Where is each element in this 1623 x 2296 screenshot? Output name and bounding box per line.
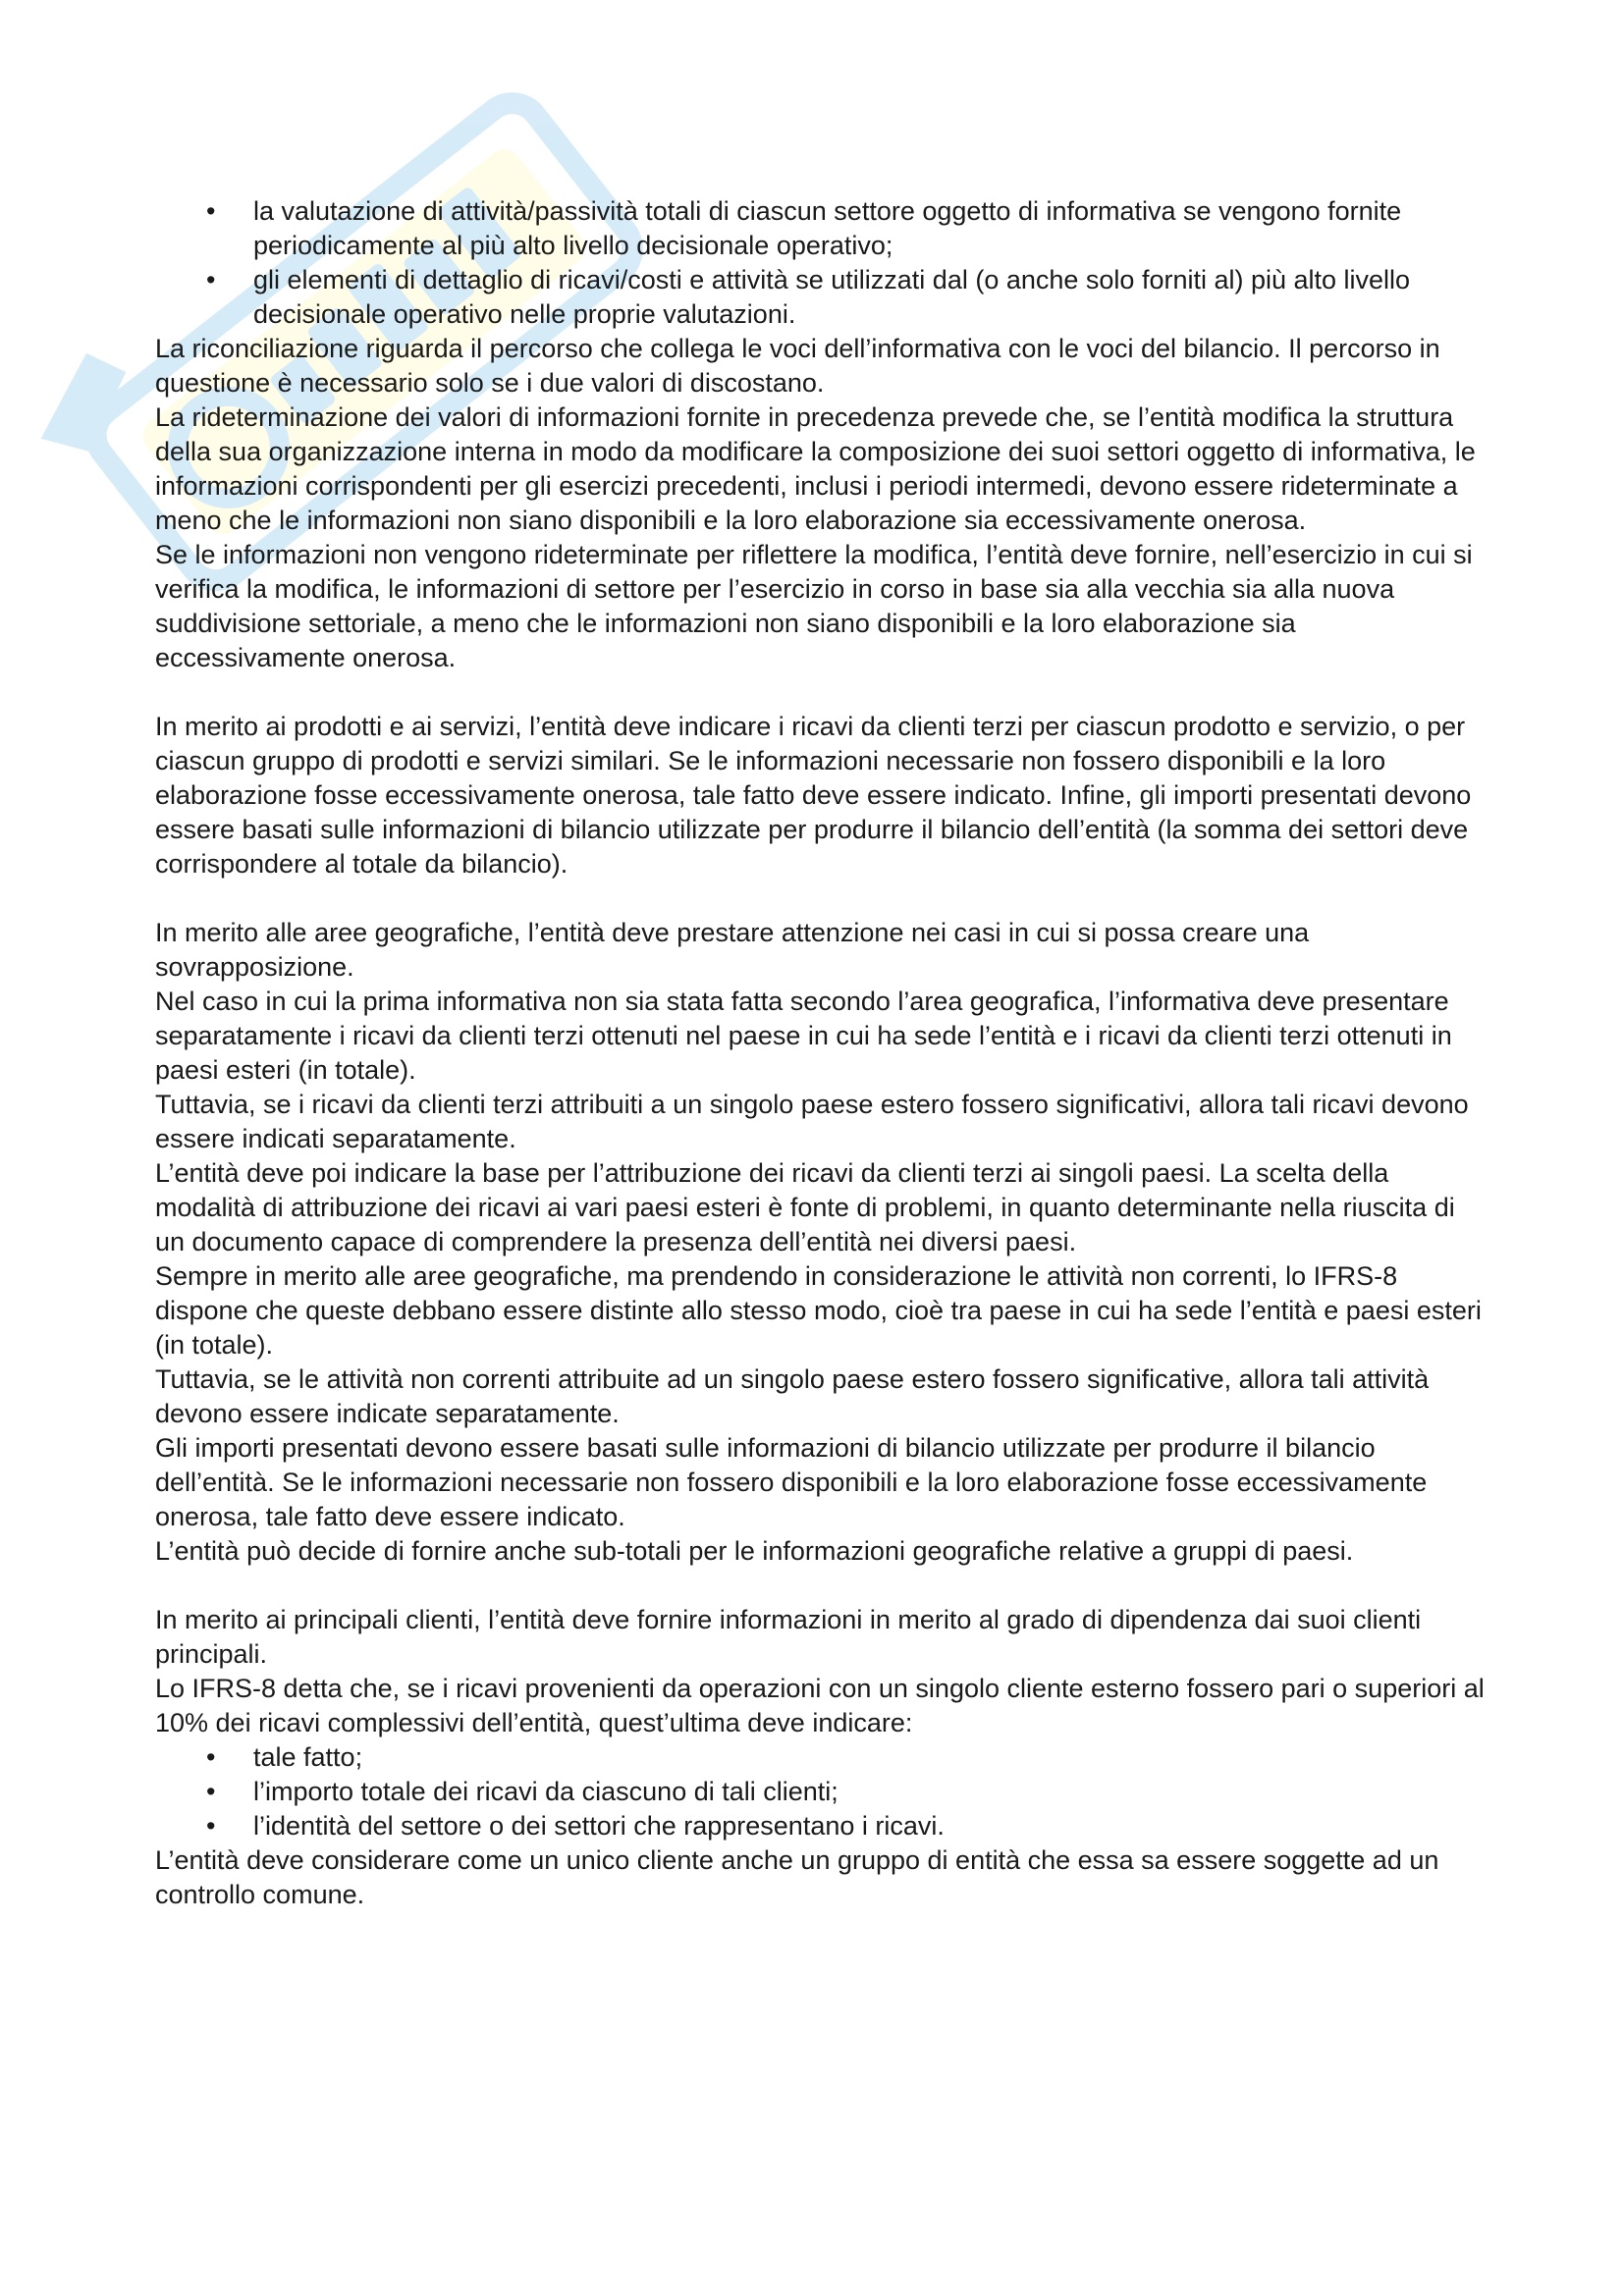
paragraph-spacer	[155, 675, 1490, 710]
paragraph: Lo IFRS-8 detta che, se i ricavi provenienti da operazioni con un singolo cliente esterno fossero pari o superiori al 10% dei ricavi complessivi dell’entità, quest’ultima deve indicare:	[155, 1674, 1485, 1737]
paragraph: La rideterminazione dei valori di informazioni fornite in precedenza prevede che, se l’entità modifica la struttura della sua organizzazione interna in modo da modificare la composizione dei suoi settori oggetto di informativa, le informazioni corrispondenti per gli esercizi precedenti, inclusi i periodi intermedi, devono essere rideterminate a meno che le informazioni non siano disponibili e la loro elaborazione sia eccessivamente onerosa.	[155, 402, 1476, 535]
paragraph: Se le informazioni non vengono rideterminate per riflettere la modifica, l’entità deve fornire, nell’esercizio in cui si verifica la modifica, le informazioni di settore per l’esercizio in corso in base sia alla vecchia sia alla nuova suddivisione settoriale, a meno che le informazioni non siano disponibili e la loro elaborazione sia eccessivamente onerosa.	[155, 540, 1473, 672]
paragraph: La riconciliazione riguarda il percorso che collega le voci dell’informativa con le voci del bilancio. Il percorso in questione è necessario solo se i due valori di discostano.	[155, 334, 1440, 398]
bullet-dot-icon: •	[206, 196, 216, 226]
paragraph: Nel caso in cui la prima informativa non sia stata fatta secondo l’area geografica, l’informativa deve presentare separatamente i ricavi da clienti terzi ottenuti nel paese in cui ha sede l’entità e i ricavi da clienti terzi ottenuti in paesi esteri (in totale).	[155, 987, 1452, 1085]
bullet-text: l’importo totale dei ricavi da ciascuno di tali clienti;	[253, 1777, 839, 1806]
bullet-list	[155, 1740, 1490, 1843]
paragraph: L’entità può decide di fornire anche sub-totali per le informazioni geografiche relative a gruppi di paesi.	[155, 1536, 1354, 1566]
bullet-dot-icon: •	[206, 1811, 216, 1841]
bullet-text: gli elementi di dettaglio di ricavi/costi e attività se utilizzati dal (o anche solo forniti al) più alto livello decisionale operativo nelle proprie valutazioni.	[253, 265, 1411, 329]
bullet-dot-icon: •	[206, 1742, 216, 1772]
bullet-list-item	[155, 263, 1490, 332]
bullet-text: l’identità del settore o dei settori che rappresentano i ricavi.	[253, 1811, 945, 1841]
paragraph: Tuttavia, se i ricavi da clienti terzi attribuiti a un singolo paese estero fossero significativi, allora tali ricavi devono essere indicati separatamente.	[155, 1090, 1469, 1153]
paragraph: In merito ai principali clienti, l’entità deve fornire informazioni in merito al grado di dipendenza dai suoi clienti principali.	[155, 1605, 1422, 1669]
document-body	[155, 194, 1490, 1912]
paragraph: In merito alle aree geografiche, l’entità deve prestare attenzione nei casi in cui si possa creare una sovrapposizione.	[155, 918, 1310, 982]
bullet-dot-icon: •	[206, 265, 216, 294]
bullet-list-item	[155, 1775, 1490, 1809]
paragraph-spacer	[155, 1569, 1490, 1603]
paragraph: L’entità deve considerare come un unico cliente anche un gruppo di entità che essa sa essere soggette ad un controllo comune.	[155, 1845, 1439, 1909]
bullet-list-item	[155, 1809, 1490, 1843]
bullet-text: la valutazione di attività/passività totali di ciascun settore oggetto di informativa se vengono fornite periodicamente al più alto livello decisionale operativo;	[253, 196, 1402, 260]
paragraph: L’entità deve poi indicare la base per l’attribuzione dei ricavi da clienti terzi ai singoli paesi. La scelta della modalità di attribuzione dei ricavi ai vari paesi esteri è fonte di problemi, in quanto determinante nella riuscita di un documento capace di comprendere la presenza dell’entità nei diversi paesi.	[155, 1158, 1455, 1256]
paragraph: Sempre in merito alle aree geografiche, ma prendendo in considerazione le attività non correnti, lo IFRS-8 dispone che queste debbano essere distinte allo stesso modo, cioè tra paese in cui ha sede l’entità e paesi esteri (in totale).	[155, 1261, 1482, 1360]
paragraph: Tuttavia, se le attività non correnti attribuite ad un singolo paese estero fossero significative, allora tali attività devono essere indicate separatamente.	[155, 1364, 1430, 1428]
bullet-text: tale fatto;	[253, 1742, 363, 1772]
paragraph-spacer	[155, 881, 1490, 916]
bullet-list	[155, 194, 1490, 332]
paragraph: In merito ai prodotti e ai servizi, l’entità deve indicare i ricavi da clienti terzi per ciascun prodotto e servizio, o per ciascun gruppo di prodotti e servizi similari. Se le informazioni necessarie non fossero disponibili e la loro elaborazione fosse eccessivamente onerosa, tale fatto deve essere indicato. Infine, gli importi presentati devono essere basati sulle informazioni di bilancio utilizzate per produrre il bilancio dell’entità (la somma dei settori deve corrispondere al totale da bilancio).	[155, 712, 1472, 879]
bullet-list-item	[155, 1740, 1490, 1775]
bullet-list-item	[155, 194, 1490, 263]
paragraph: Gli importi presentati devono essere basati sulle informazioni di bilancio utilizzate per produrre il bilancio dell’entità. Se le informazioni necessarie non fossero disponibili e la loro elaborazione fosse eccessivamente onerosa, tale fatto deve essere indicato.	[155, 1433, 1428, 1531]
bullet-dot-icon: •	[206, 1777, 216, 1806]
